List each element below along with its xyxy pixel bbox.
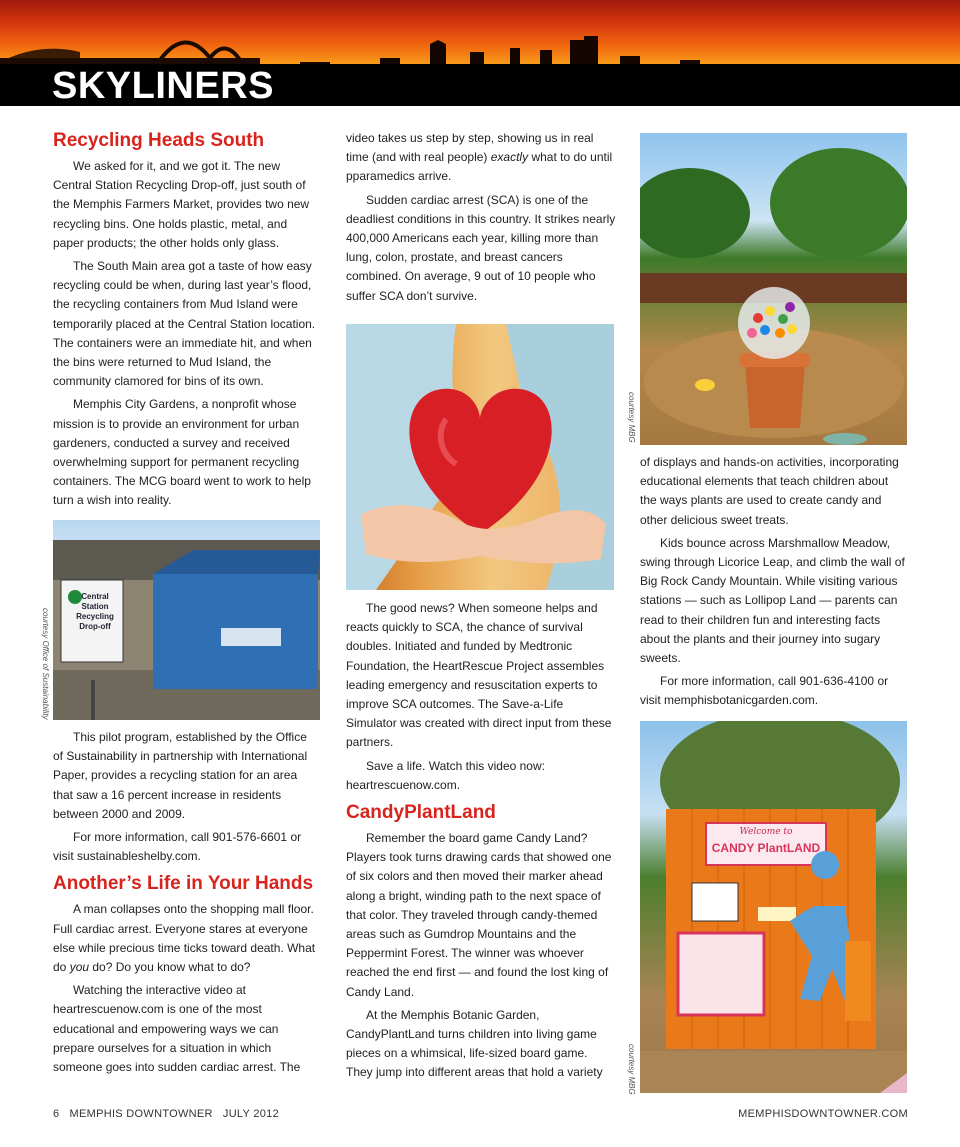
section-title: SKYLINERS bbox=[52, 65, 274, 106]
recycling-paragraph: For more information, call 901-576-6601 or visit sustainableshelby.com. bbox=[53, 830, 302, 864]
gumball-garden-photo bbox=[640, 133, 907, 445]
recycling-paragraph: We asked for it, and we got it. The new Central Station Recycling Drop-off, just south of the Memphis Farmers Market, provides two new recycling bins. One holds plastic, metal, and paper products; the other holds only glass. bbox=[53, 159, 310, 250]
photo-credit: courtesy MBG bbox=[627, 1044, 636, 1095]
candy-heading: CandyPlantLand bbox=[346, 802, 496, 824]
sign-text: Central Station Recycling Drop-off bbox=[76, 592, 114, 631]
issue-date: JULY 2012 bbox=[222, 1108, 280, 1120]
candy-paragraph: At the Memphis Botanic Garden, CandyPlantLand turns children into living game pieces on a whimsical, life-sized board game. They jump into different areas that hold a variety bbox=[346, 1007, 603, 1080]
candy-paragraph: Kids bounce across Marshmallow Meadow, swing through Licorice Leap, and climb the wall of Big Rock Candy Mountain. While visiting various stations — such as Lollipop Land — parents can read to their children fun and interesting facts about the plants and their journey into sugary sweets. bbox=[640, 535, 905, 666]
footer-left bbox=[53, 1108, 279, 1120]
column-1-lower bbox=[53, 728, 319, 1077]
sign-name: CANDY PlantLAND bbox=[711, 841, 821, 855]
recycling-paragraph: The South Main area got a taste of how easy recycling could be when, during last year’s flood, the recycling containers from Mud Island were temporarily placed at the Central Station location. The containers were an immediate hit, and when the bins were returned to Mud Island, the community clamored for bins of its own. bbox=[53, 259, 316, 389]
candyplantland-sign-photo bbox=[640, 721, 907, 1093]
hands-paragraph: The good news? When someone helps and reacts quickly to SCA, the chance of survival doubles. Initiated and funded by Medtronic Foundation, the HeartRescue Project assembles leading emergency and resuscitation experts to improve SCA outcomes. The Save-a-Life Simulator was created with direct input from these partners. bbox=[346, 601, 612, 750]
page-number: 6 bbox=[53, 1108, 60, 1120]
hands-paragraph: Sudden cardiac arrest (SCA) is one of the deadliest conditions in this country. It strikes nearly 400,000 Americans each year, killing more than lung, colon, prostate, and breast cancers combined. On average, 9 out of 10 people who suffer SCA don’t survive. bbox=[346, 192, 616, 303]
column-2-lower bbox=[346, 599, 616, 1083]
hands-heading: Another’s Life in Your Hands bbox=[53, 873, 314, 895]
recycling-paragraph: Memphis City Gardens, a nonprofit whose mission is to provide an environment for urban gardeners, conducted a survey and received overwhelming support for permanent recycling containers. The MCG board went to work to help turn a wish into reality. bbox=[53, 397, 311, 508]
candy-paragraph: Remember the board game Candy Land? Players took turns drawing cards that showed one of six colors and then moved their marker ahead along a bright, winding path to the next space of that color. They traveled through candy-themed areas such as Gumdrop Mountains and the Peppermint Forest. The winner was whoever reached the end first — and found the lost king of Candy Land. bbox=[346, 831, 612, 999]
candy-paragraph: of displays and hands-on activities, incorporating educational elements that teach children about the ways plants are used to create candy and other delicious sweet treats. bbox=[640, 455, 899, 527]
hands-paragraph: Watching the interactive video at heartrescuenow.com is one of the most educational and empowering ways we can prepare ourselves for a situation in which someone goes into sudden cardiac arrest. The bbox=[53, 983, 301, 1075]
hands-paragraph: A man collapses onto the shopping mall floor. Full cardiac arrest. Everyone stares at everyone else while precious time ticks toward death. What do you do? Do you know what to do? bbox=[53, 902, 316, 975]
publication-name: MEMPHIS DOWNTOWNER bbox=[69, 1108, 213, 1120]
column-1 bbox=[53, 129, 319, 511]
photo-credit: courtesy MBG bbox=[627, 392, 636, 443]
hands-paragraph: Save a life. Watch this video now: heartrescuenow.com. bbox=[346, 758, 545, 792]
candy-paragraph: For more information, call 901-636-4100 or visit memphisbotanicgarden.com. bbox=[640, 674, 889, 708]
header-banner bbox=[0, 0, 960, 106]
photo-credit: courtesy Office of Sustainability bbox=[41, 608, 50, 720]
recycling-heading: Recycling Heads South bbox=[53, 130, 265, 151]
column-3 bbox=[640, 453, 908, 711]
column-2 bbox=[346, 129, 616, 306]
recycling-bin-photo bbox=[53, 520, 320, 720]
footer-website: MEMPHISDOWNTOWNER.COM bbox=[738, 1108, 908, 1120]
hands-paragraph: video takes us step by step, showing us in real time (and with real people) exactly what to do until pparamedics arrive. bbox=[346, 131, 613, 184]
heart-hands-photo bbox=[346, 324, 614, 590]
recycling-paragraph: This pilot program, established by the Office of Sustainability in partnership with International Paper, provides a recycling station for an area that saw a 16 percent increase in residents between 2000 and 2009. bbox=[53, 730, 308, 821]
sign-welcome: Welcome to bbox=[739, 827, 793, 837]
